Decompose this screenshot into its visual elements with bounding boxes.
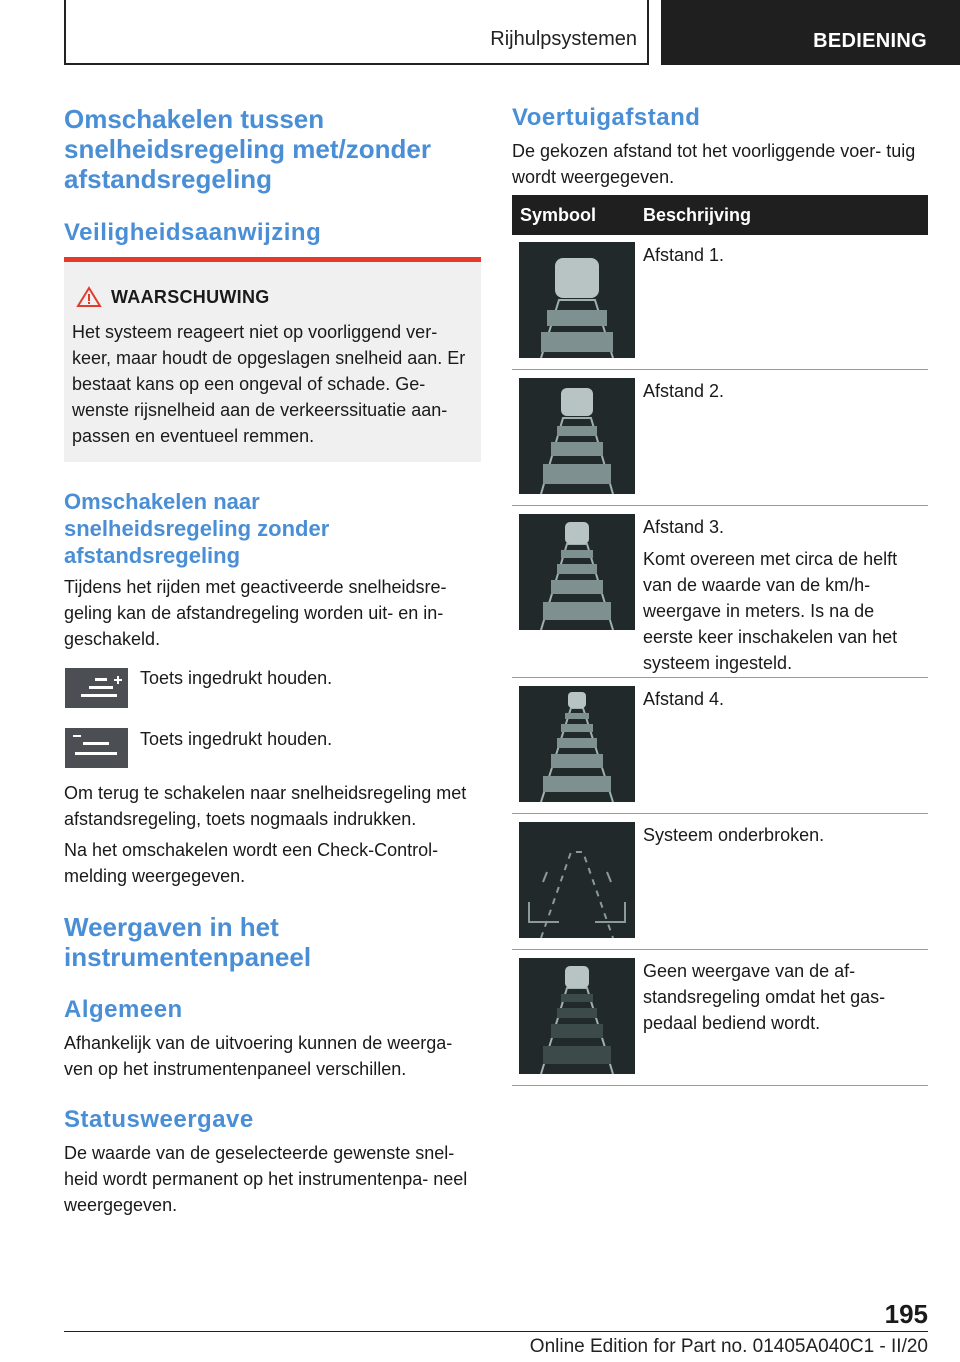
row-divider	[512, 1085, 928, 1086]
heading-status: Statusweergave	[64, 1106, 254, 1133]
header-line-divider	[647, 0, 649, 65]
footer-edition: Online Edition for Part no. 01405A040C1 - II/20	[529, 1336, 928, 1357]
row-divider	[512, 677, 928, 678]
page-number: 195	[884, 1299, 928, 1329]
row-4-line-1: Afstand 4.	[643, 689, 725, 709]
distance-3-icon	[519, 514, 635, 630]
table-row-6-desc	[643, 958, 923, 1042]
header-section-title: Rijhulpsystemen	[490, 28, 637, 50]
row-3-line-2: Komt overeen met circa de helft van de waarde van de km/h- weergave in meters. Is na de eerste keer inschakelen van het systeem ingesteld.	[643, 549, 898, 673]
button2-text: Toets ingedrukt houden.	[140, 729, 333, 749]
heading-switch: Omschakelen tussen snelheidsregeling met/zonder afstandsregeling	[64, 104, 431, 194]
table-row-4-desc	[643, 686, 923, 718]
row-divider	[512, 949, 928, 950]
column-description: Beschrijving	[643, 205, 752, 225]
distance-minus-icon	[65, 728, 128, 768]
row-5-line-1: Systeem onderbroken.	[643, 825, 825, 845]
distance-plus-icon	[65, 668, 128, 708]
header-line-bottom	[64, 63, 649, 65]
footer-line	[64, 1331, 928, 1332]
warning-triangle-icon	[76, 286, 102, 308]
heading-general: Algemeen	[64, 996, 183, 1023]
warning-box	[64, 257, 481, 462]
distance-2-icon	[519, 378, 635, 494]
heading-safety: Veiligheidsaanwijzing	[64, 219, 322, 246]
paragraph-check: Na het omschakelen wordt een Check-Control- melding weergegeven.	[64, 840, 439, 886]
distance-4-icon	[519, 686, 635, 802]
paragraph-general: Afhankelijk van de uitvoering kunnen de weerga- ven op het instrumentenpaneel verschillen.	[64, 1033, 453, 1079]
heading-switch-off: Omschakelen naar snelheidsregeling zonder afstandsregeling	[64, 489, 330, 568]
paragraph-status: De waarde van de geselecteerde gewenste snel- heid wordt permanent op het instrumentenpa- neel weergegeven.	[64, 1143, 468, 1215]
heading-distance: Voertuigafstand	[512, 104, 701, 131]
table-row-3-desc	[643, 514, 923, 682]
header-chapter-tab[interactable]	[661, 0, 960, 65]
warning-text: Het systeem reageert niet op voorliggend ver- keer, maar houdt de opgeslagen snelheid aan. Er bestaat kans op een ongeval of schade. Ge- wenste rijsnelheid aan de verkeerssituatie aan- passen en eventueel remmen.	[72, 322, 466, 446]
header-line-left	[64, 0, 66, 64]
warning-title: WAARSCHUWING	[111, 287, 270, 307]
paragraph-back: Om terug te schakelen naar snelheidsregeling met afstandsregeling, toets nogmaals indrukken.	[64, 783, 467, 829]
row-3-line-1: Afstand 3.	[643, 517, 725, 537]
table-row-5-desc	[643, 822, 923, 854]
column-symbol: Symbool	[520, 205, 597, 225]
row-6-line-1: Geen weergave van de af- standsregeling omdat het gas- pedaal bediend wordt.	[643, 961, 886, 1033]
table-row-1-desc	[643, 242, 923, 274]
button1-text: Toets ingedrukt houden.	[140, 668, 333, 688]
table-header	[512, 195, 928, 235]
system-interrupted-icon	[519, 822, 635, 938]
row-1-line-1: Afstand 1.	[643, 245, 725, 265]
row-divider	[512, 505, 928, 506]
heading-displays: Weergaven in het instrumentenpaneel	[64, 912, 312, 972]
paragraph-switch-off: Tijdens het rijden met geactiveerde snelheidsre- geling kan de afstandregeling worden uit- en in- geschakeld.	[64, 577, 447, 649]
accelerator-pressed-icon	[519, 958, 635, 1074]
table-row-2-desc	[643, 378, 923, 410]
button-icon-distance-plus	[65, 668, 128, 708]
paragraph-distance: De gekozen afstand tot het voorliggende voer- tuig wordt weergegeven.	[512, 141, 916, 187]
button-icon-distance-minus	[65, 728, 128, 768]
header-chapter-label: BEDIENING	[813, 30, 927, 52]
row-divider	[512, 369, 928, 370]
row-divider	[512, 813, 928, 814]
distance-1-icon	[519, 242, 635, 358]
row-2-line-1: Afstand 2.	[643, 381, 725, 401]
